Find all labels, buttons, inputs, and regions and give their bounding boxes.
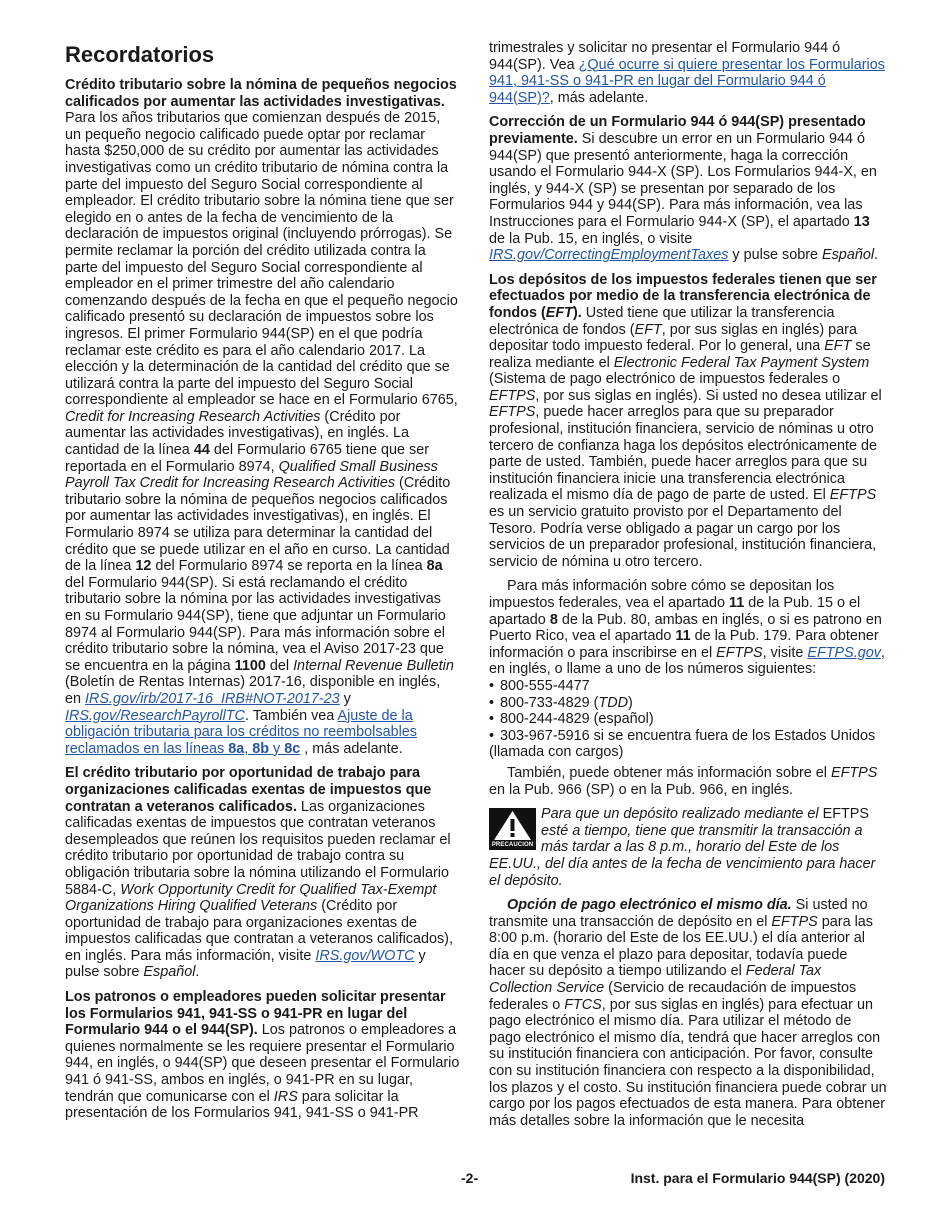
link-file-941-instead[interactable]: ¿Qué ocurre si quiere presentar los Formularios 941, 941-SS o 941-PR en lugar del Formulario 944 ó 944(SP)? xyxy=(489,56,885,106)
list-item: • 800-555-4477 xyxy=(489,678,887,695)
list-item: • 800-733-4829 (TDD) xyxy=(489,695,887,712)
link-research-payroll-tc[interactable]: IRS.gov/ResearchPayrollTC xyxy=(65,707,245,724)
link-eftps-gov[interactable]: EFTPS.gov xyxy=(807,644,881,661)
paragraph-research-credit: Crédito tributario sobre la nómina de pequeños negocios calificados por aumentar las actividades investigativas. Para los años tributarios que comienzan después de 2015, un pequeño negocio calificado puede optar por reclamar hasta $250,000 de su crédito por aumentar las actividades investigativas como un crédito tributario de nómina contra la parte del impuesto del Seguro Social correspondiente al empleador. El crédito tributario sobre la nómina tiene que ser elegido en o antes de la fecha de vencimiento de la declaración de impuestos original (incluyendo prórrogas). Se permite reclamar la porción del crédito utilizada contra la parte del impuesto del Seguro Social correspondiente al empleador en el primer trimestre del año calendario comenzando después de la fecha en que el pequeño negocio calificado presentó su declaración de impuestos sobre los ingresos. El primer Formulario 944(SP) en el que podría reclamar este crédito es para el año calendario 2017. La elección y la determinación de la cantidad del crédito que se utilizará contra la parte del impuesto del Seguro Social correspondiente al empleador se hace en el Formulario 6765, Credit for Increasing Research Activities (Crédito por aumentar las actividades investigativas), en inglés. La cantidad de la línea 44 del Formulario 6765 tiene que ser reportada en el Formulario 8974, Qualified Small Business Payroll Tax Credit for Increasing Research Activities (Crédito tributario sobre la nómina de pequeños negocios calificados por aumentar las actividades investigativas), en inglés. El Formulario 8974 se utiliza para determinar la cantidad del crédito que se puede utilizar en el año en curso. La cantidad de la línea 12 del Formulario 8974 se reporta en la línea 8a del Formulario 944(SP). Si está reclamando el crédito tributario sobre la nómina por las actividades investigativas en su Formulario 944(SP), tiene que adjuntar un Formulario 8974 al Formulario 944(SP). Para más información sobre el crédito tributario sobre la nómina, vea el Aviso 2017-23 que se encuentra en la página 1100 del Internal Revenue Bulletin (Boletín de Rentas Internas) 2017-16, disponible en inglés, en IRS.gov/irb/2017-16_IRB#NOT-2017-23 y IRS.gov/ResearchPayrollTC. También vea Ajuste de la obligación tributaria para los créditos no reembolsables reclamados en las líneas 8a, 8b y 8c , más adelante. xyxy=(65,77,458,757)
paragraph-heading: Opción de pago electrónico el mismo día. xyxy=(507,897,792,914)
paragraph-heading: El crédito tributario por oportunidad de trabajo para organizaciones calificadas exentas de impuestos que contratan a veteranos calificados. xyxy=(65,765,432,815)
caution-icon xyxy=(489,808,536,850)
phone-number-list xyxy=(489,678,887,761)
paragraph-heading: Corrección de un Formulario 944 ó 944(SP) presentado previamente. xyxy=(489,114,866,147)
page-number: -2- xyxy=(461,1170,479,1186)
paragraph-same-day-payment: Opción de pago electrónico el mismo día. Si usted no transmite una transacción de depósito en el EFTPS para las 8:00 p.m. (horario del Este de los EE.UU.) el día anterior al día en que venza el plazo para depositar, todavía puede hacer su depósito a tiempo utilizando el Federal Tax Collection Service (Servicio de recaudación de impuestos federales o FTCS, por sus siglas en inglés) para efectuar un pago electrónico el mismo día. Para utilizar el método de pago electrónico el mismo día, tendrá que hacer arreglos con su institución financiera con anticipación. Por favor, consulte con su institución financiera con respecto a la disponibilidad, los plazos y el costo. Su institución financiera puede cobrar un cargo por los pagos efectuados de esta manera. Para obtener más detalles sobre la información que le necesita xyxy=(489,897,887,1129)
left-column xyxy=(65,40,460,1130)
list-item: • 303-967-5916 si se encuentra fuera de los Estados Unidos (llamada con cargos) xyxy=(489,728,887,761)
right-column xyxy=(489,40,887,1137)
caution-label: PRECAUCION xyxy=(491,842,534,849)
paragraph-work-opportunity-credit: El crédito tributario por oportunidad de trabajo para organizaciones calificadas exentas de impuestos que contratan a veteranos calificados. Las organizaciones calificadas exentas de impuestos que contratan veteranos desempleados que reúnen los requisitos pueden reclamar el crédito tributario por oportunidad de trabajo contra su obligación tributaria sobre la nómina utilizando el Formulario 5884-C, Work Opportunity Credit for Qualified Tax-Exempt Organizations Hiring Qualified Veterans (Crédito por oportunidad de trabajo para organizaciones exentas de impuestos calificadas que contratan a veteranos calificados), en inglés. Para más información, visite IRS.gov/WOTC y pulse sobre Español. xyxy=(65,765,453,981)
paragraph-heading: Los depósitos de los impuestos federales tienen que ser efectuados por medio de la transferencia electrónica de fondos (EFT). xyxy=(489,271,877,321)
section-title: Recordatorios xyxy=(65,42,215,67)
paragraph-continued: trimestrales y solicitar no presentar el Formulario 944 ó 944(SP). Vea ¿Qué ocurre si quiere presentar los Formularios 941, 941-SS o 941-PR en lugar del Formulario 944 ó 944(SP)?, más adelante. xyxy=(489,40,885,106)
paragraph-deposit-info: Para más información sobre cómo se depositan los impuestos federales, vea el apartado 11 de la Pub. 15 o el apartado 8 de la Pub. 80, ambas en inglés, o si es patrono en Puerto Rico, vea el apartado 11 de la Pub. 179. Para obtener información o para inscribirse en el EFTPS, visite EFTPS.gov, en inglés, o llame a uno de los números siguientes: xyxy=(489,578,885,678)
paragraph-eft-deposits: Los depósitos de los impuestos federales tienen que ser efectuados por medio de la transferencia electrónica de fondos (EFT). Usted tiene que utilizar la transferencia electrónica de fondos (EFT, por sus siglas en inglés) para depositar todo impuesto federal. Por lo general, una EFT se realiza mediante el Electronic Federal Tax Payment System (Sistema de pago electrónico de impuestos federales o EFTPS, por sus siglas en inglés). Si usted no desea utilizar el EFTPS, puede hacer arreglos para que su preparador profesional, institución financiera, servicio de nóminas u otro tercero de confianza haga los depósitos electrónicamente de parte de usted. También, puede hacer arreglos para que su institución financiera inicie una transferencia electrónica realizada el mismo día de pago de parte de usted. El EFTPS es un servicio gratuito provisto por el Departamento del Tesoro. Podría verse obligado a pagar un cargo por los servicios de un preparador profesional, institución financiera, servicio de nómina u otro tercero. xyxy=(489,271,882,570)
paragraph-eftps-more-info: También, puede obtener más información sobre el EFTPS en la Pub. 966 (SP) o en la Pub. 966, en inglés. xyxy=(489,764,878,798)
paragraph-file-941-instead: Los patronos o empleadores pueden solicitar presentar los Formularios 941, 941-SS o 941-PR en lugar del Formulario 944 o el 944(SP). Los patronos o empleadores a quienes normalmente se les requiere presentar el Formulario 944, en inglés, o 944(SP) que deseen presentar el Formulario 941 ó 941-SS, ambos en inglés, o 941-PR en su lugar, tendrán que comunicarse con el IRS para solicitar la presentación de los Formularios 941, 941-SS o 941-PR xyxy=(65,989,460,1122)
link-wotc[interactable]: IRS.gov/WOTC xyxy=(315,947,415,964)
link-nonrefundable-credits-adjustment[interactable]: Ajuste de la obligación tributaria para los créditos no reembolsables reclamados en las líneas 8a, 8b y 8c xyxy=(65,707,417,757)
paragraph-heading: Crédito tributario sobre la nómina de pequeños negocios calificados por aumentar las actividades investigativas. xyxy=(65,77,457,110)
link-correcting-employment-taxes[interactable]: IRS.gov/CorrectingEmploymentTaxes xyxy=(489,247,729,264)
paragraph-correcting-944: Corrección de un Formulario 944 ó 944(SP) presentado previamente. Si descubre un error en un Formulario 944 ó 944(SP) que presentó anteriormente, haga la corrección usando el Formulario 944-X (SP). Los Formularios 944-X, en inglés, y 944-X (SP) se presentan por separado de los Formularios 944 y 944(SP). Para más información, vea las Instrucciones para el Formulario 944-X (SP), el apartado 13 de la Pub. 15, en inglés, o visite IRS.gov/CorrectingEmploymentTaxes y pulse sobre Español. xyxy=(489,114,879,264)
paragraph-heading: Los patronos o empleadores pueden solicitar presentar los Formularios 941, 941-SS o 941-PR en lugar del Formulario 944 o el 944(SP). xyxy=(65,989,446,1039)
caution-note: PRECAUCION Para que un depósito realizado mediante el EFTPS esté a tiempo, tiene que transmitir la transacción a más tardar a las 8 p.m., horario del Este de los EE.UU., del día antes de la fecha de vencimiento para hacer el depósito. xyxy=(489,806,876,889)
footer-title: Inst. para el Formulario 944(SP) (2020) xyxy=(630,1170,885,1186)
list-item: • 800-244-4829 (español) xyxy=(489,711,887,728)
link-irb-2017-16[interactable]: IRS.gov/irb/2017-16_IRB#NOT-2017-23 xyxy=(85,690,340,707)
